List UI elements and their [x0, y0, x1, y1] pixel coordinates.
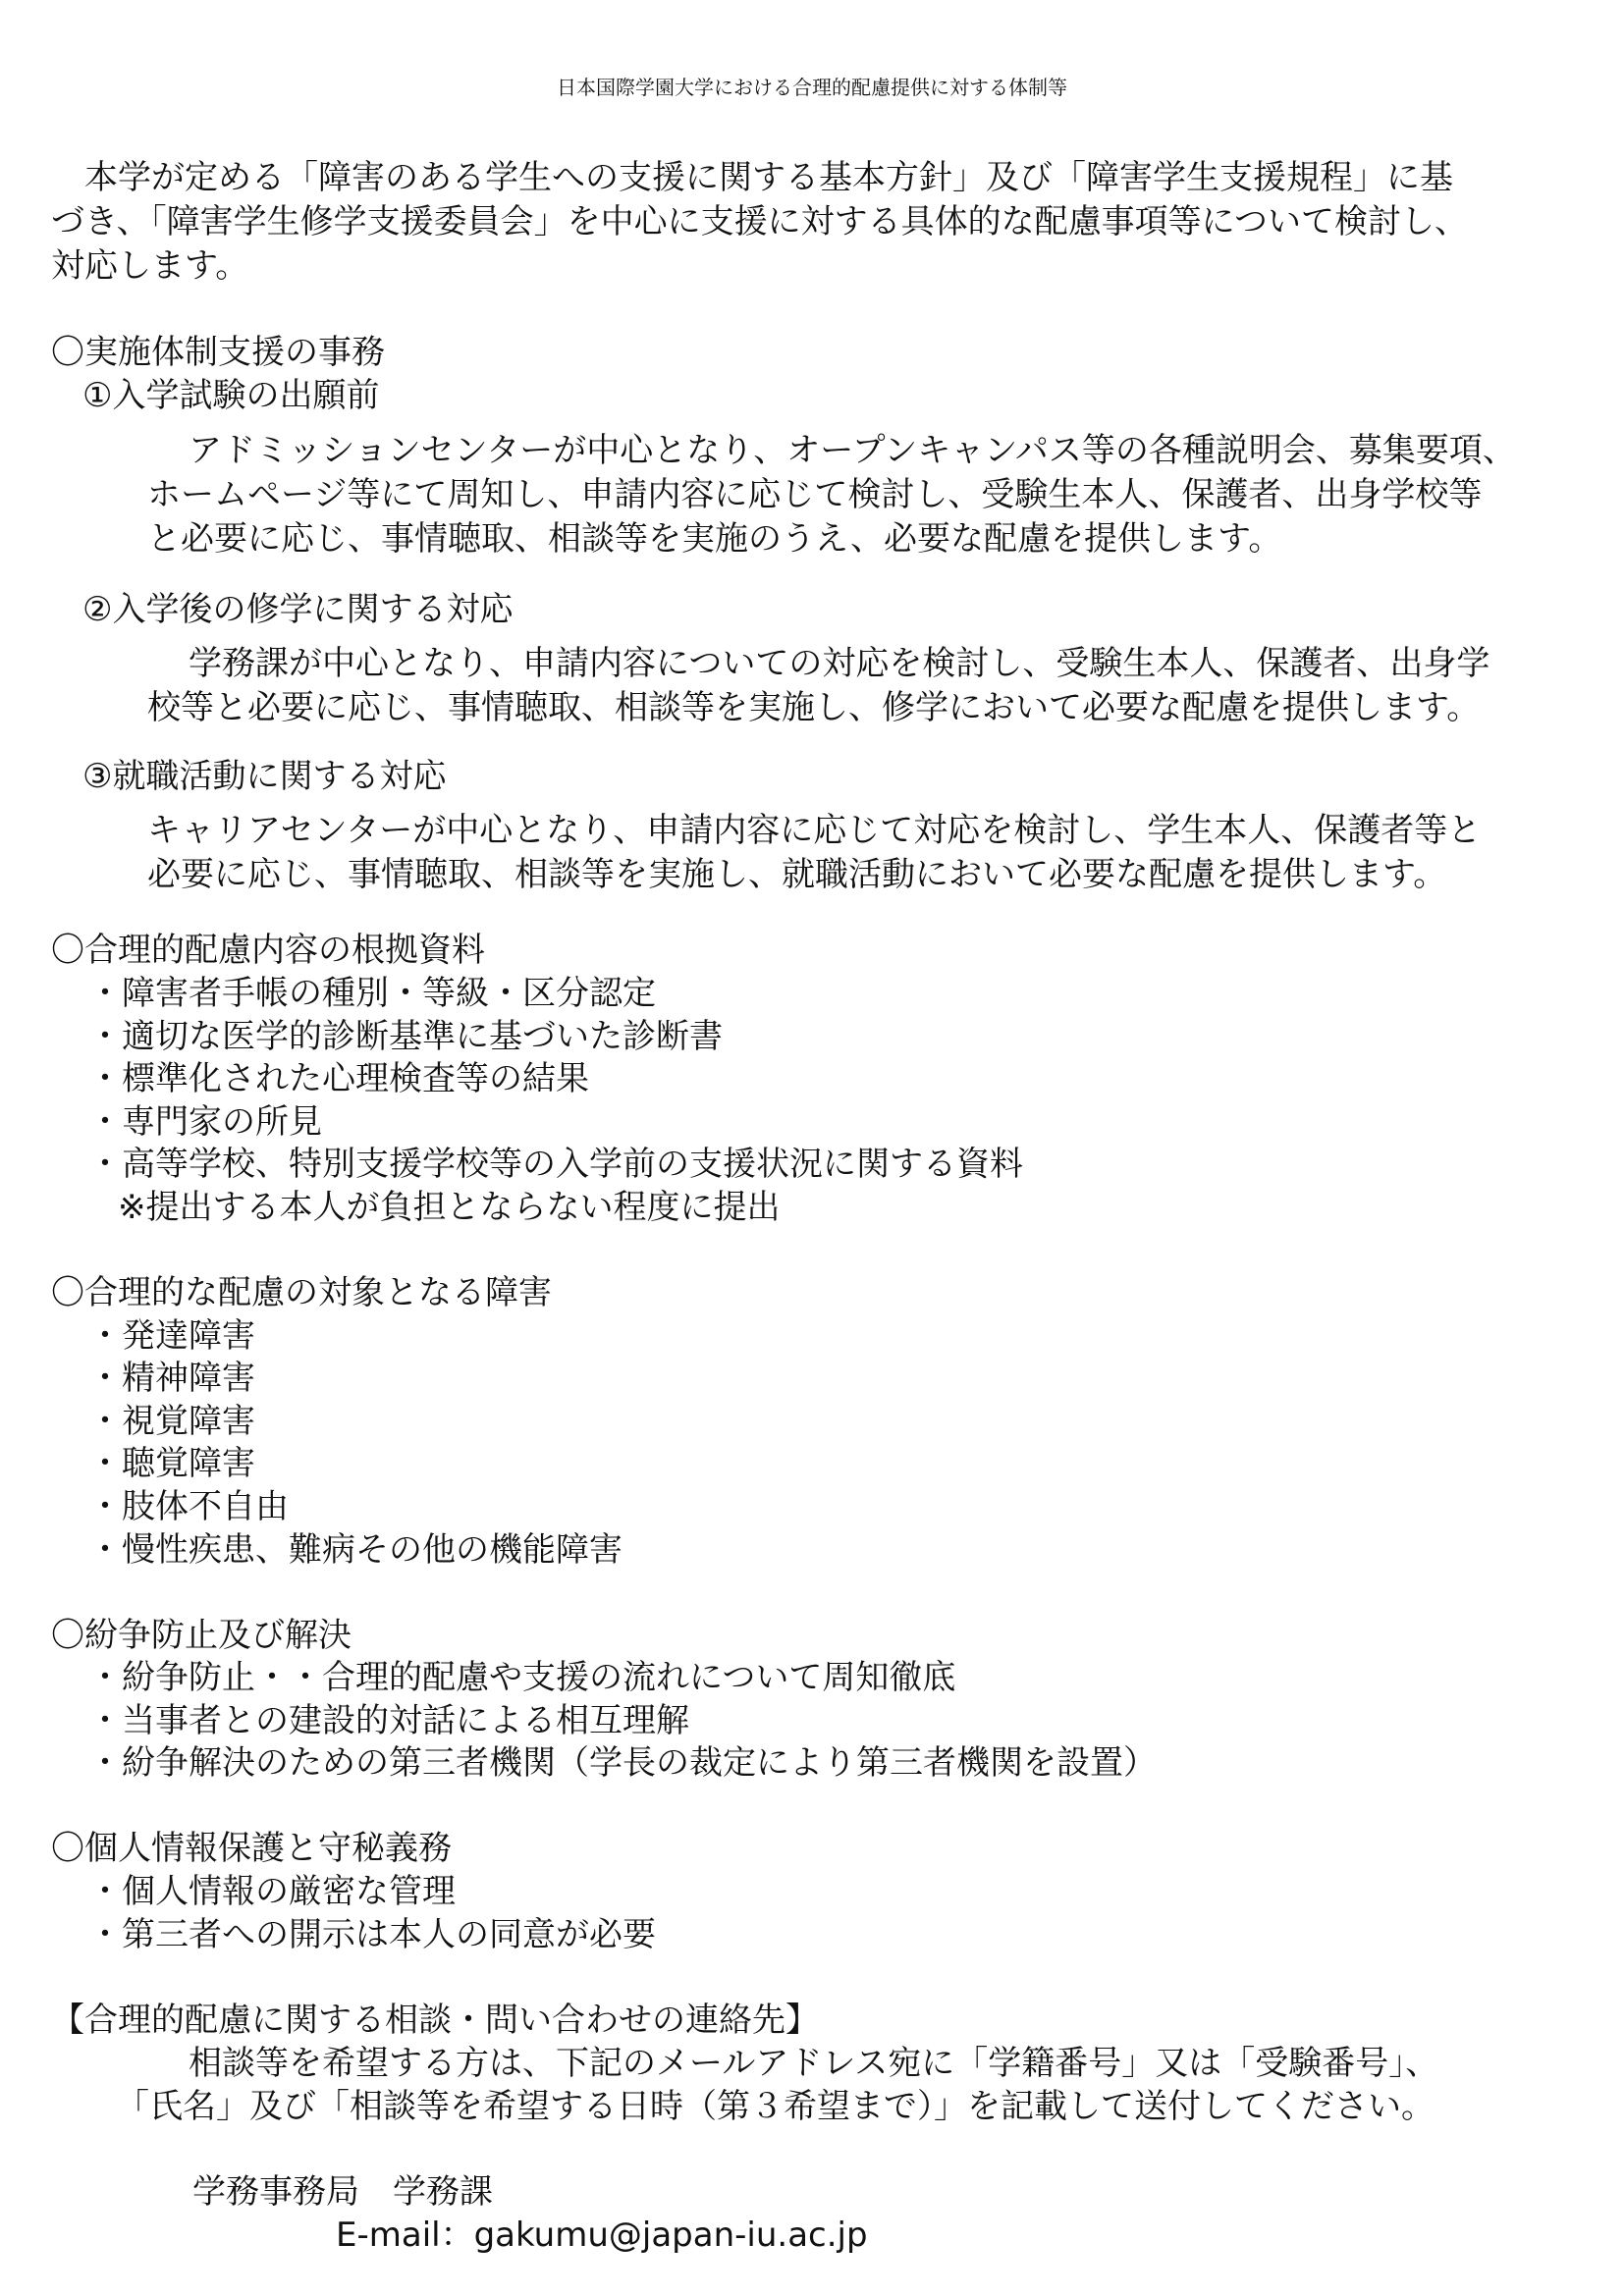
section-heading: 〇合理的配慮内容の根拠資料 [51, 931, 485, 970]
list-item: ・標準化された心理検査等の結果 [88, 1059, 589, 1098]
subsection-title: ③就職活動に関する対応 [82, 757, 447, 796]
list-item: ・専門家の所見 [88, 1102, 322, 1142]
list-item: ・聴覚障害 [88, 1444, 255, 1483]
list-item: ・高等学校、特別支援学校等の入学前の支援状況に関する資料 [88, 1145, 1023, 1184]
list-item: ・個人情報の厳密な管理 [88, 1872, 456, 1911]
section-heading: 〇個人情報保護と守秘義務 [51, 1829, 452, 1868]
list-item: ・障害者手帳の種別・等級・区分認定 [88, 974, 656, 1013]
list-item: ・肢体不自由 [88, 1487, 289, 1526]
body-line: 校等と必要に応じ、事情聴取、相談等を実施し、修学において必要な配慮を提供します。 [147, 688, 1481, 727]
body-line: 必要に応じ、事情聴取、相談等を実施し、就職活動において必要な配慮を提供します。 [147, 855, 1447, 894]
body-line: アドミッションセンターが中心となり、オープンキャンパス等の各種説明会、募集要項、 [189, 431, 1516, 470]
office-name: 学務事務局 学務課 [192, 2172, 493, 2212]
subsection-title: ①入学試験の出願前 [82, 376, 380, 415]
section-heading: 〇実施体制支援の事務 [51, 333, 385, 372]
intro-line: 本学が定める「障害のある学生への支援に関する基本方針」及び「障害学生支援規程」に基 [51, 158, 1453, 197]
list-item: ・慢性疾患、難病その他の機能障害 [88, 1530, 623, 1570]
list-item: ・視覚障害 [88, 1402, 255, 1441]
contact-email[interactable]: E-mail：gakumu@japan-iu.ac.jp [336, 2216, 868, 2255]
intro-line: づき、「障害学生修学支援委員会」を中心に支援に対する具体的な配慮事項等について検討し、 [51, 202, 1468, 241]
list-item: ・第三者への開示は本人の同意が必要 [88, 1915, 656, 1954]
section-heading: 【合理的配慮に関する相談・問い合わせの連絡先】 [51, 2001, 819, 2040]
list-item: ・当事者との建設的対話による相互理解 [88, 1701, 689, 1740]
list-item: ・紛争解決のための第三者機関（学長の裁定により第三者機関を設置） [88, 1743, 1157, 1783]
section-heading: 〇紛争防止及び解決 [51, 1616, 352, 1655]
contact-line: 相談等を希望する方は、下記のメールアドレス宛に「学籍番号」又は「受験番号」、 [189, 2044, 1439, 2083]
body-line: と必要に応じ、事情聴取、相談等を実施のうえ、必要な配慮を提供します。 [147, 519, 1282, 559]
list-item: ・紛争防止・・合理的配慮や支援の流れについて周知徹底 [88, 1658, 956, 1697]
document-title: 日本国際学園大学における合理的配慮提供に対する体制等 [557, 76, 1067, 99]
list-item: ・適切な医学的診断基準に基づいた診断書 [88, 1017, 723, 1056]
body-line: 学務課が中心となり、申請内容についての対応を検討し、受験生本人、保護者、出身学 [189, 644, 1490, 683]
list-item: ・発達障害 [88, 1316, 255, 1356]
intro-line: 対応します。 [51, 246, 249, 286]
body-line: キャリアセンターが中心となり、申請内容に応じて対応を検討し、学生本人、保護者等と [147, 811, 1482, 850]
note-text: ※提出する本人が負担とならない程度に提出 [118, 1188, 781, 1227]
body-line: ホームページ等にて周知し、申請内容に応じて検討し、受験生本人、保護者、出身学校等 [147, 475, 1483, 514]
section-heading: 〇合理的な配慮の対象となる障害 [51, 1273, 552, 1312]
contact-line: 「氏名」及び「相談等を希望する日時（第３希望まで）」を記載して送付してください。 [116, 2087, 1435, 2126]
list-item: ・精神障害 [88, 1359, 255, 1398]
subsection-title: ②入学後の修学に関する対応 [82, 590, 514, 629]
